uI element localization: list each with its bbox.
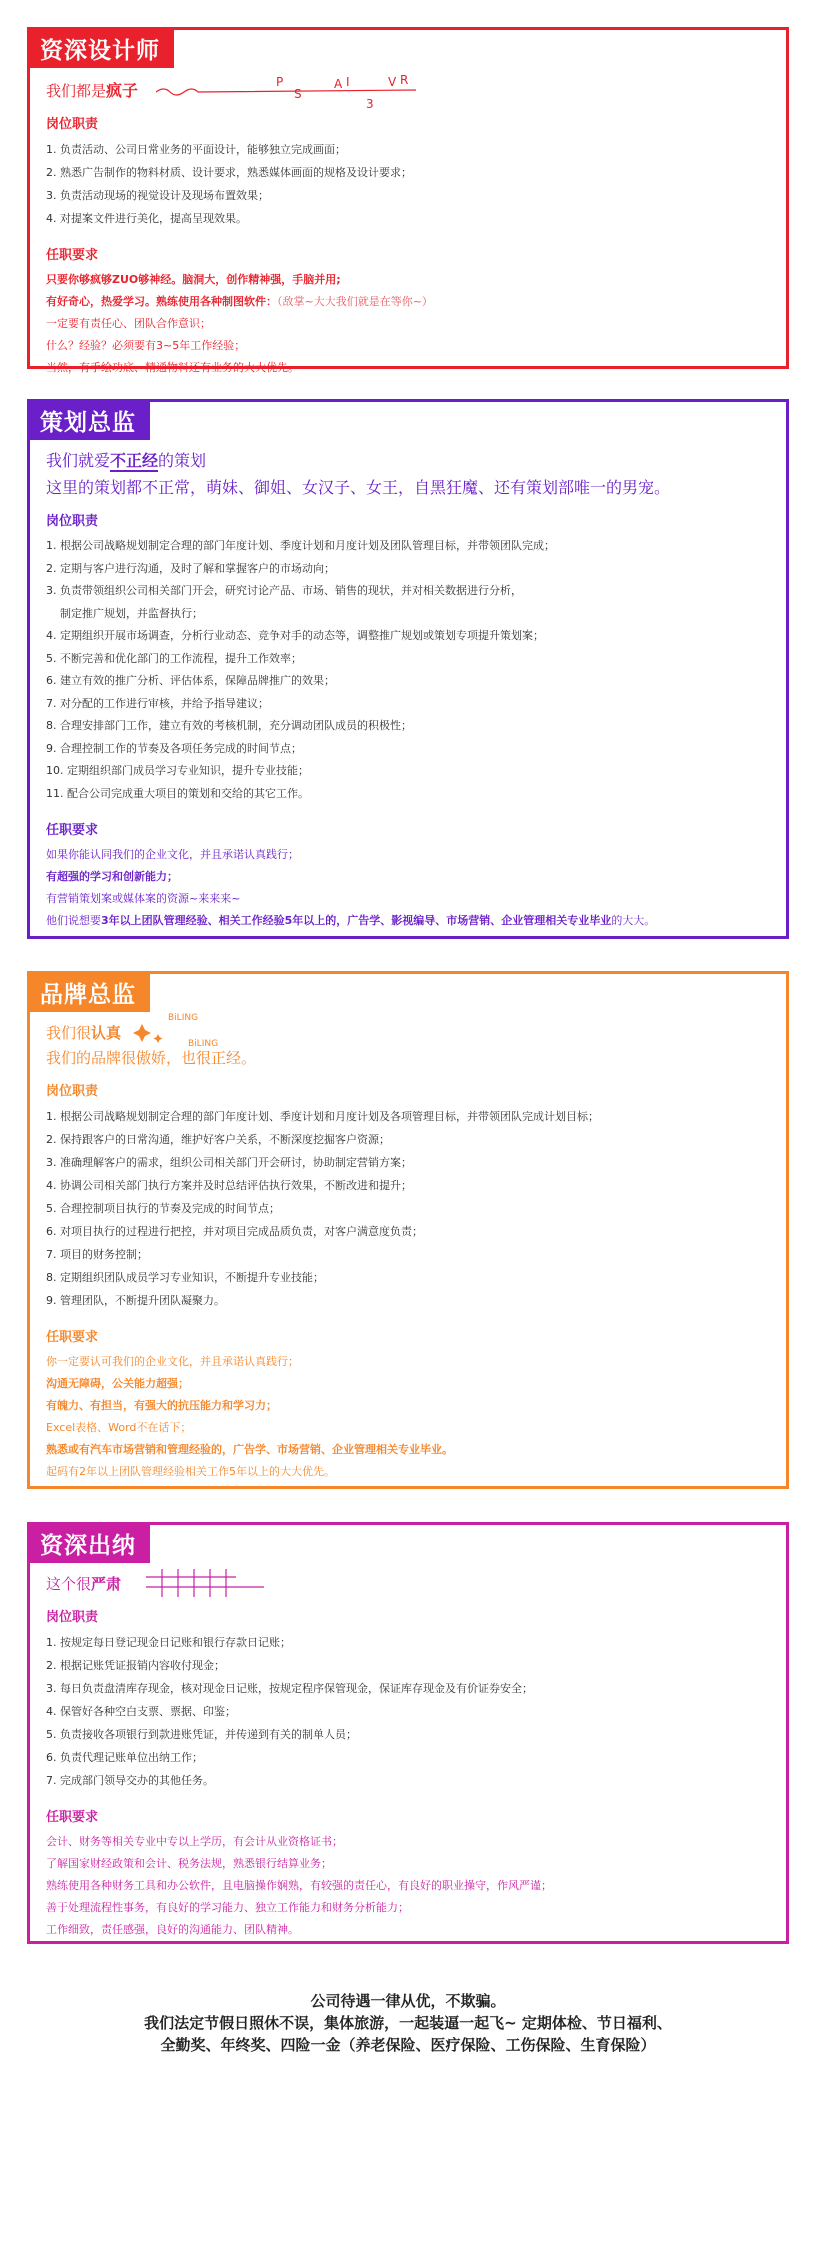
- job-card-planning-director: [27, 399, 789, 939]
- req-item: 善于处理流程性事务，有良好的学习能力、独立工作能力和财务分析能力；: [46, 1901, 409, 1914]
- duty-item: 4. 保管好各种空白支票、票据、印鉴；: [46, 1705, 236, 1718]
- duty-item: 制定推广规划，并监督执行；: [46, 606, 203, 620]
- card-title: 资深设计师: [30, 30, 174, 68]
- req-item: 一定要有责任心、团队合作意识；: [46, 317, 211, 330]
- card-slogan: [46, 1013, 770, 1048]
- card-slogan: [46, 1573, 770, 1594]
- duty-item: 1. 负责活动、公司日常业务的平面设计，能够独立完成画面；: [46, 143, 346, 156]
- card-title: 策划总监: [30, 402, 150, 440]
- req-item: [46, 910, 770, 932]
- slogan-bold: 认真: [91, 1024, 122, 1042]
- duty-item: 3. 负责活动现场的视觉设计及现场布置效果；: [46, 189, 269, 202]
- job-card-senior-designer: [27, 27, 789, 374]
- req-heading: 任职要求: [46, 823, 99, 838]
- duty-item: 5. 负责接收各项银行到款进账凭证，并传递到有关的制单人员；: [46, 1728, 357, 1741]
- req-item-prefix: 他们说想要: [46, 914, 101, 927]
- duty-item: 5. 不断完善和优化部门的工作流程，提升工作效率；: [46, 651, 302, 665]
- duty-item: 8. 定期组织团队成员学习专业知识，不断提升专业技能；: [46, 1271, 324, 1284]
- req-item: 起码有2年以上团队管理经验相关工作5年以上的大大优先。: [46, 1465, 335, 1478]
- duty-item: 9. 合理控制工作的节奏及各项任务完成的时间节点；: [46, 741, 302, 755]
- doodle-letter: 3: [366, 97, 374, 111]
- req-item: 了解国家财经政策和会计、税务法规，熟悉银行结算业务；: [46, 1857, 332, 1870]
- doodle-letter: V: [388, 75, 397, 89]
- duty-item: 7. 对分配的工作进行审核，并给予指导建议；: [46, 696, 269, 710]
- duty-heading: 岗位职责: [46, 1084, 99, 1099]
- slogan-prefix: 我们很: [46, 1024, 92, 1042]
- slogan-suffix: 的策划: [158, 451, 207, 470]
- req-heading: 任职要求: [46, 1810, 99, 1825]
- duty-item: 1. 根据公司战略规划制定合理的部门年度计划、季度计划和月度计划及各项管理目标，并带领团队完成计划目标；: [46, 1110, 599, 1123]
- card-title: 品牌总监: [30, 974, 150, 1012]
- req-list: [46, 844, 770, 932]
- req-item: 有超强的学习和创新能力；: [46, 870, 178, 883]
- card-slogan-line2: 这里的策划都不正常，萌妹、御姐、女汉子、女王，自黑狂魔、还有策划部唯一的男宠。: [46, 478, 671, 497]
- slogan-prefix: 我们都是: [46, 82, 107, 100]
- duty-item: 6. 负责代理记账单位出纳工作；: [46, 1751, 203, 1764]
- req-item: 只要你够疯够ZUO够神经。脑洞大，创作精神强，手脑并用;: [46, 273, 341, 286]
- slogan-prefix: 我们就爱: [46, 451, 111, 470]
- duty-heading: 岗位职责: [46, 514, 99, 529]
- sparkle-text: BiLING: [168, 1013, 199, 1023]
- duty-item: 5. 合理控制项目执行的节奏及完成的时间节点；: [46, 1202, 280, 1215]
- req-item: 有营销策划案或媒体案的资源~来来来~: [46, 892, 241, 905]
- duty-item: 11. 配合公司完成重大项目的策划和交给的其它工作。: [46, 786, 309, 800]
- card-slogan: [46, 73, 770, 111]
- req-item-suffix: 的大大。: [611, 914, 656, 927]
- card-slogan-line2: 我们的品牌很傲娇，也很正经。: [46, 1049, 257, 1067]
- req-item: 会计、财务等相关专业中专以上学历，有会计从业资格证书；: [46, 1835, 343, 1848]
- duty-item: 4. 定期组织开展市场调查，分析行业动态、竞争对手的动态等，调整推广规划或策划专项提升策划案；: [46, 629, 544, 642]
- doodle-letter: S: [294, 87, 302, 101]
- duty-item: 1. 根据公司战略规划制定合理的部门年度计划、季度计划和月度计划及团队管理目标，并带领团队完成；: [46, 539, 555, 552]
- req-item: 什么？经验？必须要有3~5年工作经验；: [46, 339, 246, 352]
- job-card-senior-cashier: [27, 1522, 789, 1944]
- duty-item: 3. 每日负责盘清库存现金，核对现金日记账，按规定程序保管现金，保证库存现金及有价证券安全；: [46, 1682, 533, 1695]
- req-heading: 任职要求: [46, 1330, 99, 1345]
- footer-line: 全勤奖、年终奖、四险一金（养老保险、医疗保险、工伤保险、生育保险）: [160, 2036, 656, 2054]
- doodle-letter: R: [400, 73, 409, 87]
- duty-item: 3. 准确理解客户的需求，组织公司相关部门开会研讨，协助制定营销方案；: [46, 1156, 412, 1169]
- req-item: Excel表格、Word不在话下；: [46, 1421, 192, 1434]
- duty-item: 4. 对提案文件进行美化，提高呈现效果。: [46, 212, 247, 225]
- duty-item: 10. 定期组织部门成员学习专业知识，提升专业技能；: [46, 764, 309, 777]
- req-item: 有魄力、有担当，有强大的抗压能力和学习力；: [46, 1399, 277, 1412]
- sparkle-icon: [132, 1008, 222, 1048]
- card-slogan: [46, 448, 770, 471]
- doodle-letter: P: [276, 75, 284, 89]
- req-item: 你一定要认可我们的企业文化，并且承诺认真践行；: [46, 1355, 299, 1368]
- slogan-bold: 严肃: [91, 1575, 122, 1593]
- benefits-footer: [0, 1990, 816, 2056]
- duty-heading: 岗位职责: [46, 1610, 99, 1625]
- req-item-bold: 3年以上团队管理经验、相关工作经验5年以上的，广告学、影视编导、市场营销、企业管理相关专业毕业: [101, 914, 612, 927]
- duty-item: 8. 合理安排部门工作，建立有效的考核机制，充分调动团队成员的积极性；: [46, 719, 412, 732]
- duty-item: 1. 按规定每日登记现金日记账和银行存款日记账；: [46, 1636, 291, 1649]
- duty-list: [46, 1105, 770, 1312]
- req-item-note: （敌掌~大大我们就是在等你~）: [277, 295, 433, 308]
- req-item: [46, 291, 770, 313]
- duty-item: 2. 保持跟客户的日常沟通，维护好客户关系，不断深度挖掘客户资源；: [46, 1133, 390, 1146]
- req-list: [46, 1831, 770, 1941]
- req-item: 熟悉或有汽车市场营销和管理经验的，广告学、市场营销、企业管理相关专业毕业。: [46, 1443, 453, 1456]
- footer-line: 公司待遇一律从优，不欺骗。: [310, 1992, 506, 2010]
- card-title: 资深出纳: [30, 1525, 150, 1563]
- req-item-bold: 有好奇心，热爱学习。熟练使用各种制图软件：: [46, 295, 277, 308]
- req-item: 当然，有手绘功底、精通物料还有业务的大大优先。: [46, 361, 299, 374]
- req-list: [46, 269, 770, 379]
- footer-line: 我们法定节假日照休不误，集体旅游，一起装逼一起飞~ 定期体检、节日福利、: [144, 2014, 672, 2032]
- duty-item: 3. 负责带领组织公司相关部门开会，研究讨论产品、市场、销售的现状，并对相关数据进行分析，: [46, 584, 522, 597]
- fence-doodle-icon: [146, 1565, 266, 1599]
- duty-item: 4. 协调公司相关部门执行方案并及时总结评估执行效果，不断改进和提升；: [46, 1179, 412, 1192]
- duty-item: 6. 建立有效的推广分析、评估体系，保障品牌推广的效果；: [46, 674, 335, 687]
- slogan-bold: 疯子: [106, 81, 139, 100]
- duty-list: [46, 535, 770, 805]
- duty-list: [46, 138, 770, 230]
- req-item: 沟通无障碍，公关能力超强；: [46, 1377, 189, 1390]
- duty-heading: 岗位职责: [46, 117, 99, 132]
- sparkle-text: BiLING: [188, 1039, 219, 1048]
- duty-item: 7. 项目的财务控制；: [46, 1248, 148, 1261]
- job-card-brand-director: [27, 971, 789, 1489]
- doodle-scribble-icon: [156, 72, 416, 112]
- req-item: 工作细致，责任感强，良好的沟通能力、团队精神。: [46, 1923, 299, 1936]
- duty-item: 7. 完成部门领导交办的其他任务。: [46, 1774, 214, 1787]
- doodle-letter: I: [346, 75, 350, 89]
- duty-item: 6. 对项目执行的过程进行把控，并对项目完成品质负责，对客户满意度负责；: [46, 1225, 423, 1238]
- req-heading: 任职要求: [46, 248, 99, 263]
- duty-item: 9. 管理团队，不断提升团队凝聚力。: [46, 1294, 225, 1307]
- duty-list: [46, 1631, 770, 1792]
- slogan-bold: 不正经: [110, 451, 159, 470]
- slogan-prefix: 这个很: [46, 1575, 92, 1593]
- duty-item: 2. 根据记账凭证报销内容收付现金；: [46, 1659, 225, 1672]
- duty-item: 2. 熟悉广告制作的物料材质、设计要求，熟悉媒体画面的规格及设计要求；: [46, 166, 412, 179]
- doodle-letter: A: [334, 77, 343, 91]
- req-item: 熟练使用各种财务工具和办公软件，且电脑操作娴熟，有较强的责任心，有良好的职业操守，作风严谨；: [46, 1879, 552, 1892]
- req-list: [46, 1351, 770, 1483]
- req-item: 如果你能认同我们的企业文化，并且承诺认真践行；: [46, 848, 299, 861]
- duty-item: 2. 定期与客户进行沟通，及时了解和掌握客户的市场动向；: [46, 561, 335, 575]
